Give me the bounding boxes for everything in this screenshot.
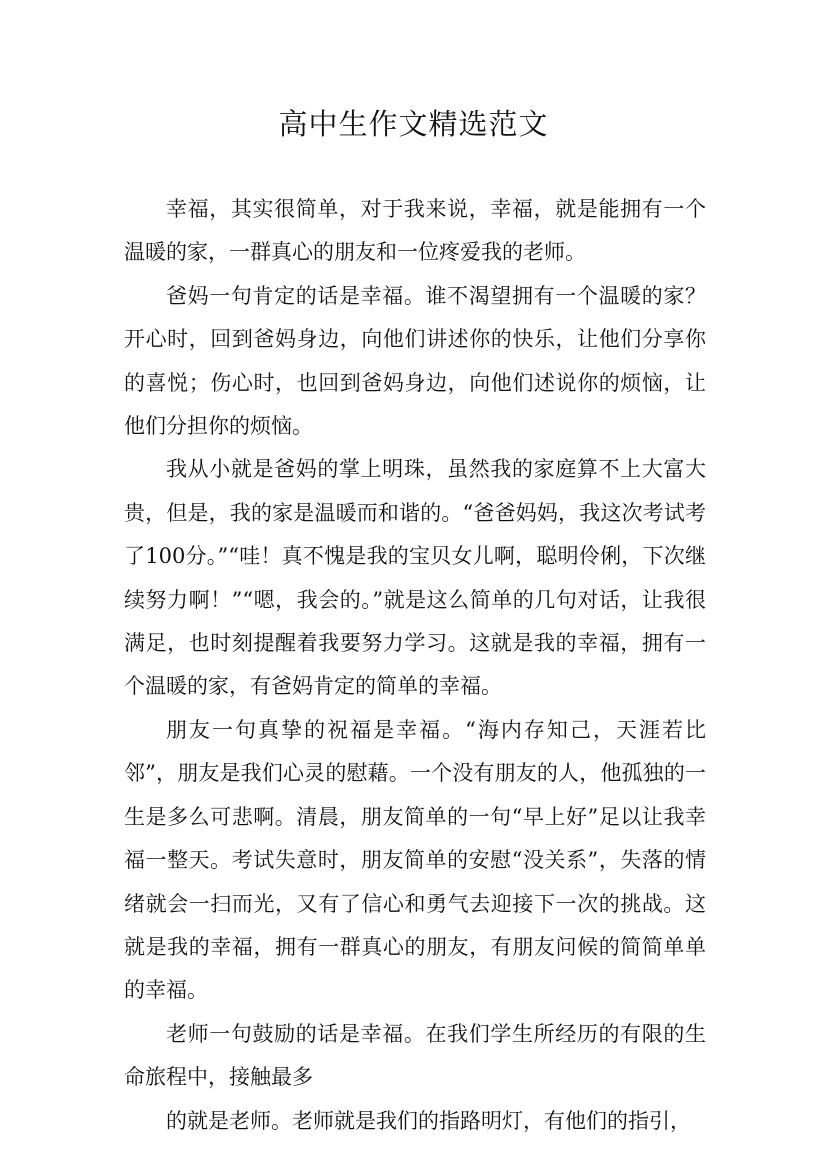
paragraph-3: 我从小就是爸妈的掌上明珠，虽然我的家庭算不上大富大贵，但是，我的家是温暖而和谐的。“爸爸妈妈，我这次考试考了100分。”“哇！真不愧是我的宝贝女儿啊，聪明伶俐，下次继续努力啊！”“嗯，我会的。”就是这么简单的几句对话，让我很满足，也时刻提醒着我要努力学习。这就是我的幸福，拥有一个温暖的家，有爸妈肯定的简单的幸福。: [124, 457, 706, 699]
paragraph-1: 幸福，其实很简单，对于我来说，幸福，就是能拥有一个温暖的家，一群真心的朋友和一位疼爱我的老师。: [124, 197, 706, 265]
document-body: [124, 188, 706, 1143]
paragraph-5: 老师一句鼓励的话是幸福。在我们学生所经历的有限的生命旅程中，接触最多: [124, 1021, 706, 1090]
paragraph-2: 爸妈一句肯定的话是幸福。谁不渴望拥有一个温暖的家？开心时，回到爸妈身边，向他们讲述你的快乐，让他们分享你的喜悦；伤心时，也回到爸妈身边，向他们述说你的烦恼，让他们分担你的烦恼。: [124, 283, 706, 439]
paragraph-6: 的就是老师。老师就是我们的指路明灯，有他们的指引，: [166, 1108, 691, 1133]
document-title: 高中生作文精选范文: [278, 107, 549, 141]
paragraph-4: 朋友一句真挚的祝福是幸福。“海内存知己，天涯若比邻”，朋友是我们心灵的慰藉。一个没有朋友的人，他孤独的一生是多么可悲啊。清晨，朋友简单的一句“早上好”足以让我幸福一整天。考试失意时，朋友简单的安慰“没关系”，失落的情绪就会一扫而光，又有了信心和勇气去迎接下一次的挑战。这就是我的幸福，拥有一群真心的朋友，有朋友问候的简简单单的幸福。: [124, 717, 706, 1003]
